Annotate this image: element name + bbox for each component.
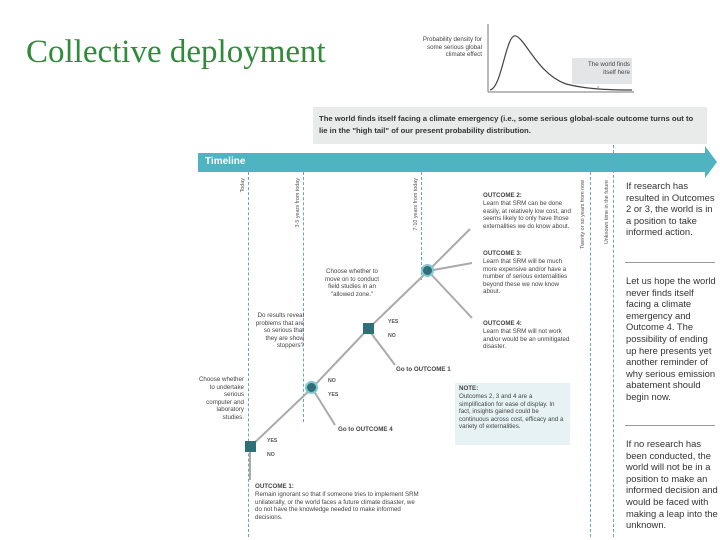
- divider-1: [625, 262, 715, 263]
- inset-callout: The world finds itself here: [588, 61, 630, 76]
- step-choose-1: Choose whether to undertake serious computer and laboratory studies.: [198, 376, 244, 421]
- right-text-2: Let us hope the world never finds itself facing a climate emergency and Outcome 4. The possibility of ending up here presents yet another reminder of why serious emission abatement should begin now.: [626, 275, 716, 402]
- result-node-2: [421, 264, 434, 277]
- outcome-1-body: Remain ignorant so that if someone tries to implement SRM unilaterally, or the world faces a future climate disaster, we do not have the knowledge needed to make informed decisions.: [255, 491, 419, 521]
- outcome-2-body: Learn that SRM can be done easily, at relatively low cost, and seems likely to only have those externalities we do know about.: [483, 200, 571, 230]
- goto-outcome-4: Go to OUTCOME 4: [338, 426, 393, 433]
- yes-label-1: YES: [267, 438, 278, 444]
- yes-label-2: YES: [328, 392, 339, 398]
- outcome-4-body: Learn that SRM will not work and/or would be an unmitigated disaster.: [483, 328, 570, 351]
- marker-today: Today: [240, 178, 246, 193]
- no-label-3: NO: [388, 333, 396, 339]
- goto-outcome-1: Go to OUTCOME 1: [396, 366, 451, 373]
- right-text-3: If no research has been conducted, the world will not be in a position to make an informed decision and would be faced with making a leap into the unknown.: [626, 438, 718, 531]
- note-body: Outcomes 2, 3 and 4 are a simplification for ease of display. In fact, insights gained could be continuous across cost, efficacy and a variety of externalities.: [459, 393, 564, 431]
- marker-twenty-years: Twenty or so years from now: [580, 180, 586, 249]
- slide-title: Collective deployment: [26, 34, 326, 70]
- result-node-1: [305, 381, 318, 394]
- timeline-label: Timeline: [205, 156, 246, 167]
- no-label-2: NO: [328, 378, 336, 384]
- marker-3-5-years: 3-5 years from today: [295, 178, 301, 228]
- decision-node-2: [363, 323, 374, 334]
- outcome-4-title: OUTCOME 4:: [483, 320, 522, 327]
- marker-unknown-time: Unknown time in the future: [604, 180, 610, 245]
- yes-label-3: YES: [388, 319, 399, 325]
- right-text-1: If research has resulted in Outcomes 2 or 3, the world is in a position to take informed action.: [626, 180, 715, 238]
- divider-2: [625, 425, 715, 426]
- no-label-1: NO: [267, 452, 275, 458]
- emergency-banner: The world finds itself facing a climate emergency (i.e., some serious global-scale outcome turns out to lie in the "high tail" of our present probability distribution.: [319, 114, 694, 135]
- outcome-2-title: OUTCOME 2:: [483, 192, 522, 199]
- outcome-3-body: Learn that SRM will be much more expensive and/or have a number of serious externalities beyond these we now know about.: [483, 258, 568, 296]
- outcome-1-title: OUTCOME 1:: [255, 483, 294, 490]
- step-choose-2: Choose whether to move on to conduct field studies in an "allowed zone.": [324, 268, 379, 298]
- inset-ylabel: Probability density for some serious global climate effect: [422, 36, 482, 59]
- outcome-3-title: OUTCOME 3:: [483, 250, 522, 257]
- marker-7-10-years: 7-10 years from today: [413, 178, 419, 231]
- note-title: NOTE:: [459, 385, 479, 392]
- decision-node-1: [245, 441, 256, 452]
- step-results-1: Do results reveal problems that are so serious that they are show stoppers?: [255, 312, 304, 350]
